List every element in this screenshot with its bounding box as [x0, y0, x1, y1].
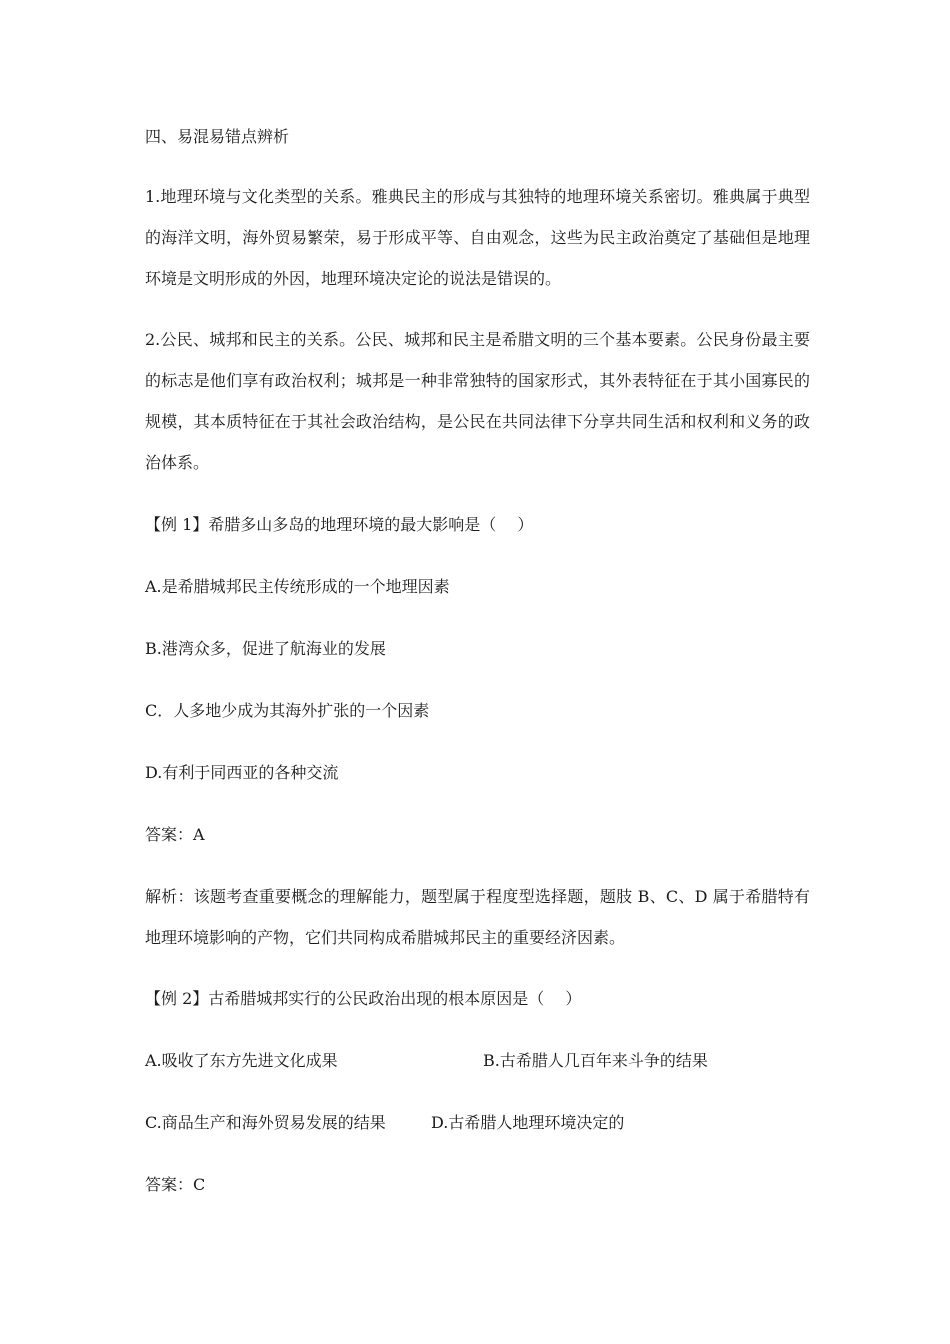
example-2-option-c: C.商品生产和海外贸易发展的结果	[145, 1113, 386, 1132]
point-1-paragraph: 1.地理环境与文化类型的关系。雅典民主的形成与其独特的地理环境关系密切。雅典属于典型的海洋文明，海外贸易繁荣，易于形成平等、自由观念，这些为民主政治奠定了基础但是地理环境是文明形成的外因，地理环境决定论的说法是错误的。	[145, 187, 810, 288]
example-1-option-b: B.港湾众多，促进了航海业的发展	[145, 639, 386, 658]
point-2-paragraph: 2.公民、城邦和民主的关系。公民、城邦和民主是希腊文明的三个基本要素。公民身份最主要的标志是他们享有政治权利；城邦是一种非常独特的国家形式，其外表特征在于其小国寡民的规模，其本质特征在于其社会政治结构，是公民在共同法律下分享共同生活和权利和义务的政治体系。	[145, 330, 810, 472]
document-page	[145, 0, 810, 1344]
example-2-answer: 答案：C	[145, 1175, 206, 1194]
example-2-question: 【例 2】古希腊城邦实行的公民政治出现的根本原因是（ ）	[145, 989, 582, 1008]
example-2-option-b: B.古希腊人几百年来斗争的结果	[483, 1051, 708, 1070]
example-2-option-a: A.吸收了东方先进文化成果	[145, 1051, 338, 1070]
example-2-option-d: D.古希腊人地理环境决定的	[431, 1113, 625, 1132]
example-1-question: 【例 1】希腊多山多岛的地理环境的最大影响是（ ）	[145, 515, 534, 534]
example-1-option-a: A.是希腊城邦民主传统形成的一个地理因素	[145, 577, 450, 596]
example-1-answer: 答案：A	[145, 825, 205, 844]
section-title: 四、易混易错点辨析	[145, 127, 290, 146]
example-1-option-d: D.有利于同西亚的各种交流	[145, 763, 339, 782]
example-1-option-c: C．人多地少成为其海外扩张的一个因素	[145, 701, 430, 720]
example-1-analysis: 解析：该题考查重要概念的理解能力，题型属于程度型选择题，题肢 B、C、D 属于希腊特有地理环境影响的产物，它们共同构成希腊城邦民主的重要经济因素。	[145, 887, 810, 947]
